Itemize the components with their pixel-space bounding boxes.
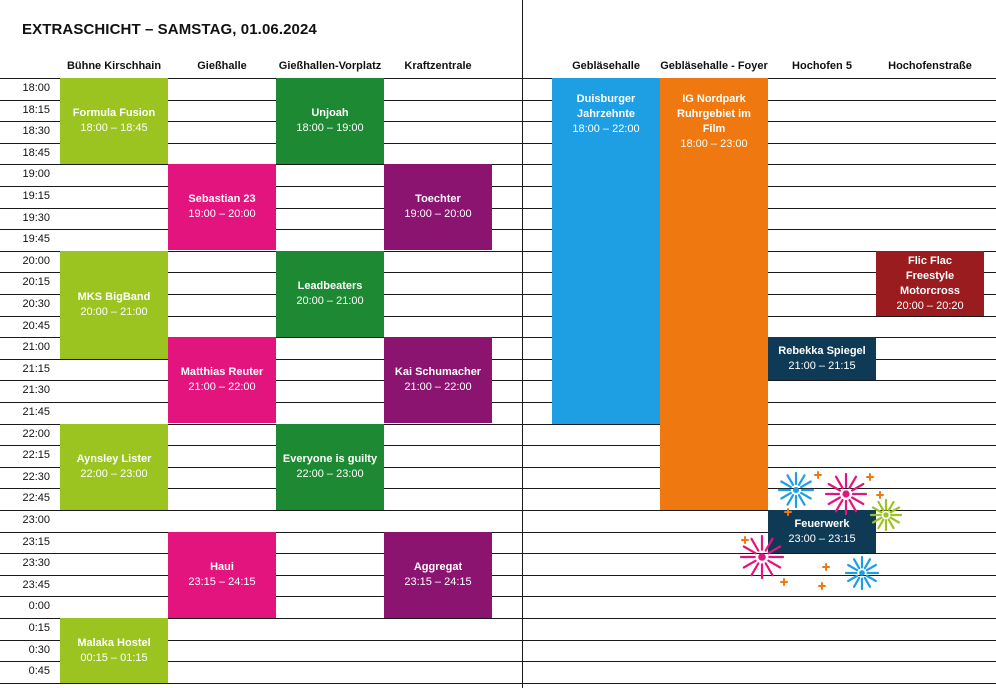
event-time: 22:00 – 23:00	[80, 468, 148, 480]
event-name: Aynsley Lister	[76, 453, 152, 465]
grid-line	[522, 532, 996, 533]
event-time: 23:15 – 24:15	[188, 576, 256, 588]
event-name: Toechter	[415, 193, 461, 205]
grid-line	[522, 575, 996, 576]
time-label: 21:30	[22, 384, 50, 396]
event-time: 19:00 – 20:00	[188, 208, 256, 220]
event-name: MKS BigBand	[77, 291, 151, 303]
grid-line	[522, 661, 996, 662]
event-name: Flic Flac Freestyle Motorcross	[900, 254, 960, 297]
section-divider	[522, 0, 523, 688]
grid-line	[522, 640, 996, 641]
firework-burst-icon	[779, 473, 813, 507]
event-name: Aggregat	[413, 561, 463, 573]
event-time: 21:00 – 21:15	[788, 359, 856, 372]
time-label: 19:15	[22, 190, 50, 202]
event-name: Unjoah	[311, 107, 349, 119]
event-block[interactable]	[168, 164, 276, 250]
event-block[interactable]	[168, 532, 276, 618]
spark-icon	[815, 472, 821, 478]
event-block[interactable]	[276, 78, 384, 164]
time-label: 19:45	[22, 233, 50, 245]
column-header: Gießhalle	[197, 60, 247, 72]
event-name: Rebekka Spiegel	[778, 344, 866, 357]
spark-icon	[823, 564, 829, 570]
event-name: Duisburger Jahrzehnte	[576, 93, 636, 120]
event-block[interactable]	[384, 164, 492, 250]
time-label: 22:15	[22, 449, 50, 461]
event-block[interactable]	[60, 618, 168, 683]
time-label: 19:00	[22, 168, 50, 180]
time-label: 18:30	[22, 125, 50, 137]
column-header: Gebläsehalle - Foyer	[660, 60, 768, 72]
event-block[interactable]	[660, 78, 768, 510]
event-name: Haui	[210, 561, 234, 573]
spark-icon	[781, 579, 787, 585]
time-label: 23:00	[22, 514, 50, 526]
event-time: 18:00 – 23:00	[680, 138, 748, 150]
column-header: Kraftzentrale	[404, 60, 472, 72]
event-block[interactable]	[60, 78, 168, 164]
event-name: Formula Fusion	[72, 107, 156, 119]
time-label: 0:15	[28, 622, 50, 634]
event-block[interactable]	[168, 337, 276, 423]
event-block[interactable]	[60, 251, 168, 359]
column-header: Gießhallen-Vorplatz	[278, 60, 382, 72]
firework-burst-icon	[846, 557, 878, 589]
event-block[interactable]	[384, 532, 492, 618]
time-label: 0:00	[28, 600, 50, 612]
event-name: Kai Schumacher	[394, 366, 482, 378]
grid-line	[522, 618, 996, 619]
event-time: 00:15 – 01:15	[80, 651, 148, 664]
spark-icon	[867, 474, 873, 480]
column-header: Gebläsehalle	[572, 60, 640, 72]
time-label: 23:30	[22, 557, 50, 569]
time-label: 18:45	[22, 147, 50, 159]
time-label: 22:00	[22, 428, 50, 440]
spark-icon	[742, 537, 748, 543]
grid-line	[0, 510, 522, 511]
event-block[interactable]	[768, 337, 876, 380]
time-label: 21:00	[22, 341, 50, 353]
time-label: 19:30	[22, 212, 50, 224]
event-block[interactable]	[276, 424, 384, 510]
event-name: Malaka Hostel	[77, 636, 151, 649]
spark-icon	[877, 492, 883, 498]
time-label: 18:00	[22, 82, 50, 94]
event-block[interactable]	[552, 78, 660, 424]
event-name: Everyone is guilty	[282, 453, 378, 465]
time-label: 23:15	[22, 536, 50, 548]
grid-line	[522, 510, 996, 511]
event-block[interactable]	[876, 251, 984, 316]
grid-line	[522, 553, 996, 554]
grid-line	[522, 596, 996, 597]
time-label: 20:45	[22, 320, 50, 332]
event-time: 21:00 – 22:00	[404, 381, 472, 393]
event-time: 20:00 – 20:20	[896, 299, 964, 312]
time-label: 20:00	[22, 255, 50, 267]
event-name: Feuerwerk	[794, 517, 850, 530]
spark-icon	[819, 583, 825, 589]
time-label: 20:15	[22, 276, 50, 288]
event-block[interactable]	[276, 251, 384, 337]
time-label: 0:30	[28, 644, 50, 656]
firework-burst-icon	[826, 474, 866, 514]
event-time: 20:00 – 21:00	[80, 306, 148, 318]
event-time: 18:00 – 22:00	[572, 123, 640, 135]
time-label: 0:45	[28, 665, 50, 677]
time-label: 23:45	[22, 579, 50, 591]
time-label: 22:30	[22, 471, 50, 483]
event-name: Leadbeaters	[297, 280, 363, 292]
time-label: 18:15	[22, 104, 50, 116]
event-name: IG Nordpark Ruhrgebiet im Film	[677, 93, 751, 135]
event-time: 18:00 – 19:00	[296, 122, 364, 134]
event-time: 23:15 – 24:15	[404, 576, 472, 588]
event-time: 22:00 – 23:00	[296, 468, 364, 480]
event-name: Matthias Reuter	[180, 366, 264, 378]
event-time: 19:00 – 20:00	[404, 208, 472, 220]
event-time: 20:00 – 21:00	[296, 295, 364, 307]
time-label: 22:45	[22, 492, 50, 504]
column-header: Bühne Kirschhain	[66, 60, 162, 72]
time-label: 21:15	[22, 363, 50, 375]
column-header: Hochofen 5	[792, 60, 852, 72]
time-label: 20:30	[22, 298, 50, 310]
event-time: 18:00 – 18:45	[80, 122, 148, 134]
event-time: 21:00 – 22:00	[188, 381, 256, 393]
event-block[interactable]	[384, 337, 492, 423]
event-block[interactable]	[60, 424, 168, 510]
event-block[interactable]	[768, 510, 876, 553]
grid-line	[522, 683, 996, 684]
time-label: 21:45	[22, 406, 50, 418]
event-time: 23:00 – 23:15	[788, 532, 856, 545]
column-header: Hochofenstraße	[888, 60, 972, 72]
page-title: EXTRASCHICHT – SAMSTAG, 01.06.2024	[22, 21, 317, 38]
event-name: Sebastian 23	[188, 193, 256, 205]
grid-line	[0, 683, 522, 684]
